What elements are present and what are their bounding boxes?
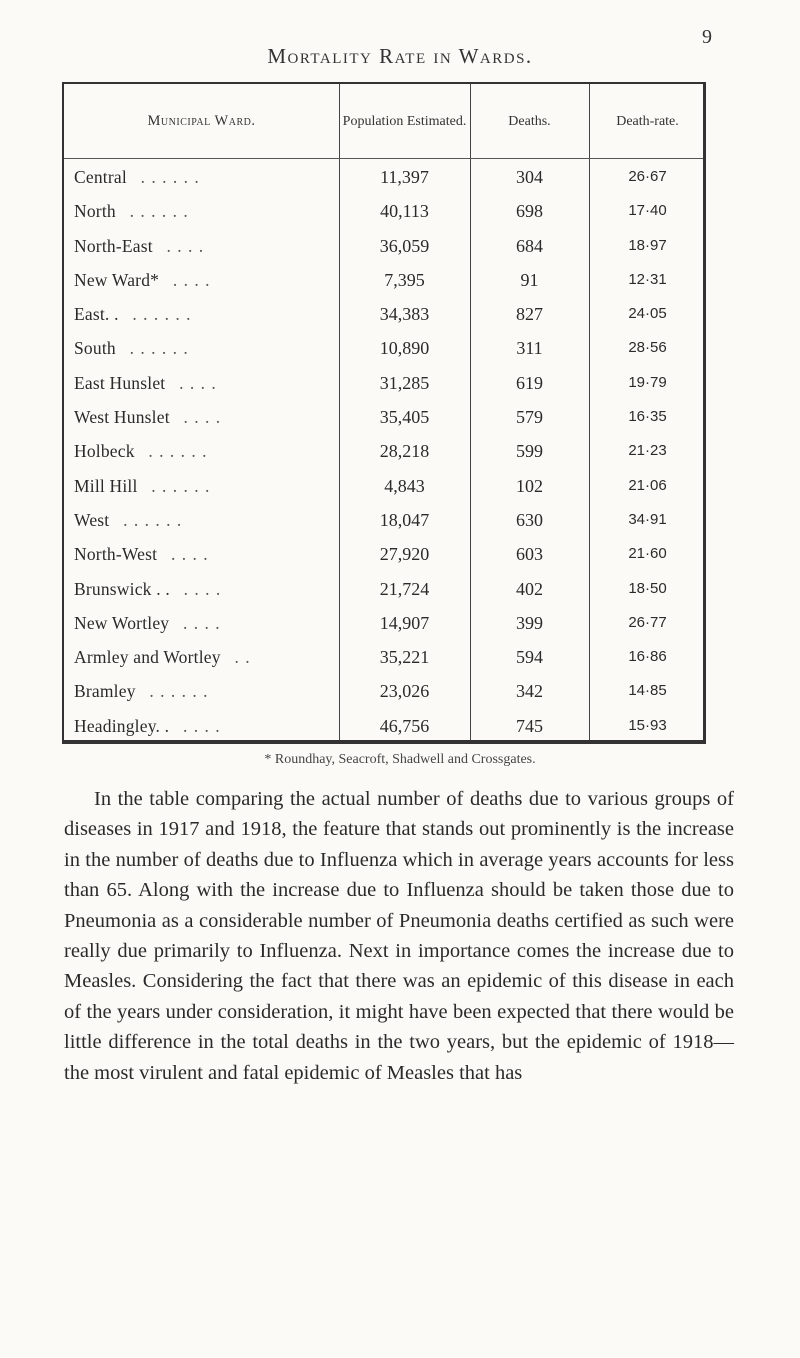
ward-label: Brunswick . .	[74, 578, 170, 599]
death-rate-value: 28·56	[628, 339, 667, 357]
deaths-value: 594	[516, 647, 543, 668]
death-rate-value: 21·60	[628, 545, 667, 563]
table-row	[64, 674, 703, 708]
deaths-value: 399	[516, 612, 543, 633]
ward-name	[74, 331, 334, 365]
ward-name	[74, 503, 334, 537]
leader-dots: . . . .	[183, 407, 222, 428]
death-rate-value: 17·40	[628, 202, 667, 220]
table-row	[64, 434, 703, 468]
table-row	[64, 297, 703, 331]
population-value: 35,221	[379, 647, 430, 668]
deaths-value: 91	[520, 269, 539, 290]
death-rate-value: 12·31	[628, 270, 667, 288]
leader-dots: . . . .	[183, 715, 221, 736]
ward-name	[74, 400, 334, 434]
header-rate: Death-rate.	[616, 113, 679, 129]
leader-dots: . . . .	[166, 235, 205, 256]
footnote: * Roundhay, Seacroft, Shadwell and Crossgates.	[264, 752, 536, 767]
population-value: 34,383	[379, 304, 430, 325]
ward-label: New Ward*	[74, 269, 160, 290]
death-rate-value: 16·35	[628, 408, 667, 426]
ward-name	[74, 297, 334, 331]
leader-dots: . . . .	[170, 544, 209, 565]
table-row	[64, 572, 703, 606]
deaths-value: 603	[516, 544, 543, 565]
population-value: 4,843	[384, 475, 425, 496]
deaths-value: 619	[516, 372, 543, 393]
header-divider	[64, 158, 703, 159]
ward-name	[74, 160, 334, 194]
death-rate-value: 21·06	[628, 476, 667, 494]
ward-name	[74, 434, 334, 468]
ward-label: South	[74, 338, 116, 359]
leader-dots: . . . . . .	[129, 338, 189, 359]
ward-name	[74, 537, 334, 571]
population-value: 7,395	[384, 269, 425, 290]
ward-name	[74, 709, 334, 743]
leader-dots: . .	[234, 647, 251, 668]
population-value: 36,059	[379, 235, 430, 256]
population-value: 11,397	[380, 167, 429, 187]
ward-label: Armley and Wortley	[74, 647, 221, 668]
table-row	[64, 263, 703, 297]
deaths-value: 311	[516, 338, 543, 359]
ward-label: Mill Hill	[74, 475, 138, 496]
death-rate-value: 16·86	[628, 648, 667, 666]
deaths-value: 599	[516, 441, 543, 462]
population-value: 21,724	[379, 578, 430, 599]
table-row	[64, 366, 703, 400]
leader-dots: . . . .	[179, 372, 217, 393]
ward-name	[74, 469, 334, 503]
page-number: 9	[702, 26, 712, 48]
leader-dots: . . . . . .	[148, 441, 208, 462]
ward-name	[74, 229, 334, 263]
table-row	[64, 503, 703, 537]
population-value: 10,890	[379, 338, 430, 359]
deaths-value: 342	[516, 681, 543, 702]
population-value: 35,405	[379, 407, 430, 428]
leader-dots: . . . . . .	[132, 304, 192, 325]
mortality-table	[62, 82, 706, 744]
ward-label: East. .	[74, 304, 119, 325]
population-value: 23,026	[379, 681, 430, 702]
ward-label: West	[74, 509, 110, 530]
population-value: 14,907	[379, 612, 430, 633]
death-rate-value: 26·77	[628, 613, 667, 631]
ward-name	[74, 572, 334, 606]
ward-label: North-West	[74, 544, 158, 565]
leader-dots: . . . . . .	[123, 509, 183, 530]
population-value: 40,113	[380, 201, 429, 222]
ward-label: Bramley	[74, 681, 136, 702]
deaths-value: 630	[516, 509, 543, 530]
table-row	[64, 537, 703, 571]
population-value: 31,285	[379, 372, 430, 393]
death-rate-value: 19·79	[628, 373, 667, 391]
table-row	[64, 160, 703, 194]
deaths-value: 304	[516, 167, 543, 187]
population-value: 18,047	[379, 509, 430, 530]
death-rate-value: 18·50	[628, 579, 667, 597]
ward-label: North	[74, 201, 116, 222]
ward-label: West Hunslet	[74, 407, 170, 428]
ward-name	[74, 366, 334, 400]
table-row	[64, 400, 703, 434]
ward-name	[74, 640, 334, 674]
death-rate-value: 15·93	[628, 716, 667, 734]
leader-dots: . . . . . .	[149, 681, 209, 702]
death-rate-value: 24·05	[628, 305, 667, 323]
header-deaths: Deaths.	[508, 113, 551, 129]
deaths-value: 684	[516, 235, 543, 256]
deaths-value: 745	[516, 715, 543, 736]
leader-dots: . . . . . .	[129, 201, 189, 222]
page-title: Mortality Rate in Wards.	[267, 44, 533, 68]
death-rate-value: 21·23	[628, 442, 667, 460]
deaths-value: 827	[516, 304, 543, 325]
death-rate-value: 26·67	[628, 168, 667, 185]
population-value: 27,920	[379, 544, 430, 565]
table-row	[64, 606, 703, 640]
deaths-value: 698	[516, 201, 543, 222]
ward-label: Central	[74, 167, 127, 187]
ward-label: East Hunslet	[74, 372, 166, 393]
ward-label: Holbeck	[74, 441, 135, 462]
ward-name	[74, 606, 334, 640]
deaths-value: 102	[516, 475, 543, 496]
table-row	[64, 194, 703, 228]
header-ward: Municipal Ward.	[147, 112, 256, 129]
header-population: Population Estimated.	[342, 113, 467, 129]
table-body	[64, 160, 703, 743]
table-row	[64, 709, 703, 743]
death-rate-value: 18·97	[628, 236, 667, 254]
deaths-value: 402	[516, 578, 543, 599]
table-row	[64, 469, 703, 503]
population-value: 46,756	[379, 715, 430, 736]
leader-dots: . . . .	[172, 269, 211, 290]
population-value: 28,218	[379, 441, 430, 462]
ward-name	[74, 263, 334, 297]
leader-dots: . . . .	[182, 612, 221, 633]
table-row	[64, 229, 703, 263]
table-row	[64, 640, 703, 674]
deaths-value: 579	[516, 407, 543, 428]
leader-dots: . . . . . .	[151, 475, 211, 496]
body-paragraph: In the table comparing the actual number of deaths due to various groups of diseases in 1917 and 1918, the feature that stands out prominently is the increase in the number of deaths due to Influenza which in average years accounts for less than 65. Along with the increase due to Influenza should be taken those due to Pneumonia as a considerable number of Pneumonia deaths certified as such were really due primarily to Influenza. Next in importance comes the increase due to Measles. Considering the fact that there was an epidemic of this disease in each of the years under consideration, it might have been expected that there would be little difference in the total deaths in the two years, but the epidemic of 1918—the most virulent and fatal epidemic of Measles that has	[64, 788, 734, 1084]
leader-dots: . . . .	[183, 578, 222, 599]
ward-name	[74, 194, 334, 228]
death-rate-value: 34·91	[628, 510, 667, 528]
table-row	[64, 331, 703, 365]
ward-label: Headingley. .	[74, 715, 170, 736]
ward-name	[74, 674, 334, 708]
ward-label: New Wortley	[74, 612, 170, 633]
leader-dots: . . . . . .	[140, 167, 200, 187]
death-rate-value: 14·85	[628, 682, 667, 700]
ward-label: North-East	[74, 235, 153, 256]
